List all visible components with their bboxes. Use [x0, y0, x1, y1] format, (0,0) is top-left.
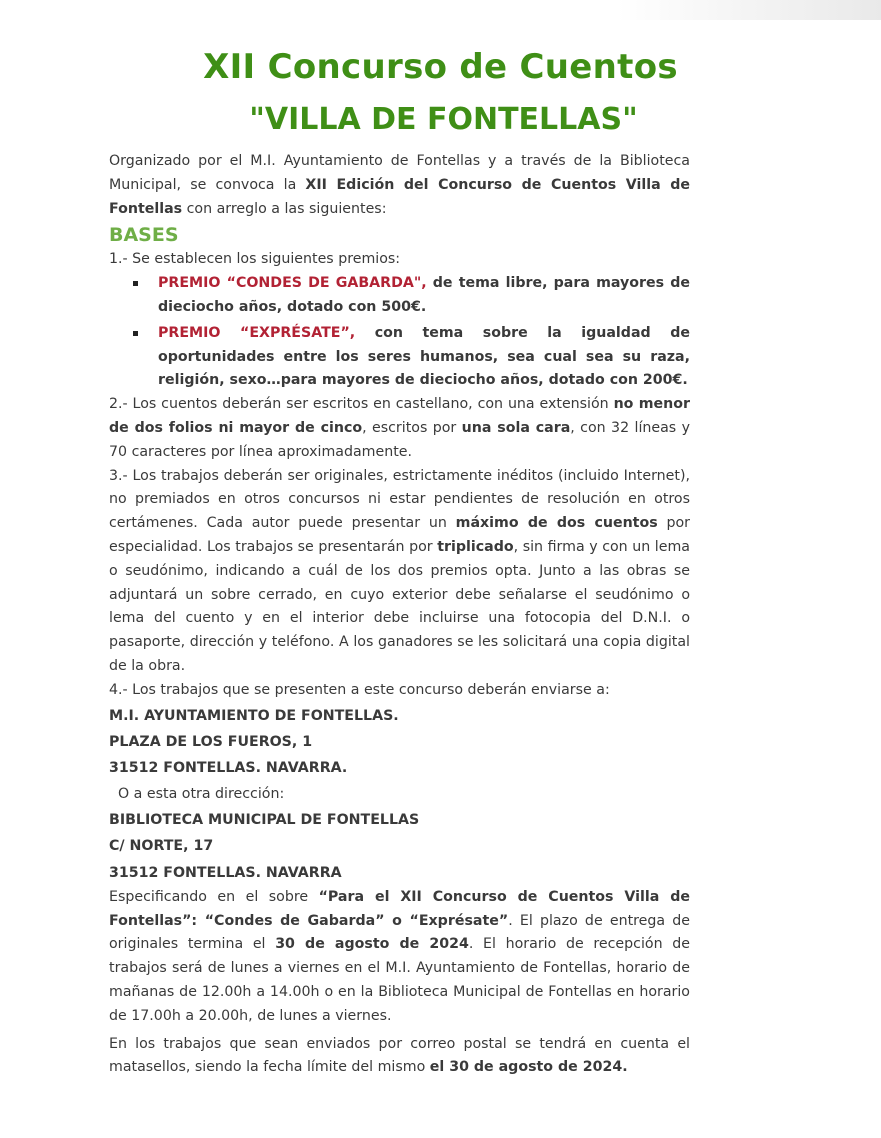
rule-3-bold-max: máximo de dos cuentos: [455, 515, 658, 532]
address-1-line: PLAZA DE LOS FUEROS, 1: [109, 733, 313, 750]
rule-3-bold-triplicate: triplicado: [437, 538, 514, 555]
prize-description: de tema libre, para mayores de dieciocho años, dotado con 500€.: [158, 275, 690, 315]
specify-text: . El horario de recepción de trabajos será de lunes a viernes en el M.I. Ayuntamiento de Fontellas, horario de mañanas de 12.00h a 14.00h o en la Biblioteca Municipal de Fontellas en horario de 17.00h a 20.00h, de lunes a viernes.: [109, 936, 690, 1024]
alternative-address-intro: O a esta otra dirección:: [118, 786, 285, 803]
rule-2-bold-length: no menor de dos folios ni mayor de cinco: [109, 396, 690, 436]
rule-2-text: 2.- Los cuentos deberán ser escritos en castellano, con una extensión: [109, 396, 614, 413]
prize-item: [158, 272, 690, 320]
rule-2-bold-side: una sola cara: [461, 419, 571, 436]
address-2-line: 31512 FONTELLAS. NAVARRA: [109, 864, 342, 881]
prize-name: PREMIO “CONDES DE GABARDA",: [158, 275, 427, 292]
rule-3-text: 3.- Los trabajos deberán ser originales, estrictamente inéditos (incluido Internet), no premiados en otros concursos ni estar pendientes de resolución en otros certámenes. Cada autor puede presentar un: [109, 467, 690, 532]
rule-3-text: , sin firma y con un lema o seudónimo, indicando a cuál de los dos premios opta. Junto a las obras se adjuntará un sobre cerrado, en cuyo exterior debe señalarse el seudónimo o lema del cuento y en el interior debe incluirse una fotocopia del D.N.I. o pasaporte, dirección y teléfono. A los ganadores se les solicitará una copia digital de la obra.: [109, 538, 690, 674]
prize-item: [158, 322, 690, 393]
postal-paragraph: [109, 1033, 690, 1081]
top-edge-shade: [0, 0, 881, 20]
address-2-line: C/ NORTE, 17: [109, 838, 214, 855]
rule-2-text: , con 32 líneas y 70 caracteres por línea aproximadamente.: [109, 419, 690, 460]
intro-text-b: con arreglo a las siguientes:: [182, 200, 387, 217]
bases-heading: BASES: [109, 224, 179, 247]
rule-4-intro: 4.- Los trabajos que se presenten a este concurso deberán enviarse a:: [109, 681, 610, 698]
rule-1-intro: 1.- Se establecen los siguientes premios:: [109, 251, 401, 268]
intro-text-a: Organizado por el M.I. Ayuntamiento de Fontellas y a través de la Biblioteca Municipal, se convoca la: [109, 153, 690, 193]
prize-description: con tema sobre la igualdad de oportunidades entre los seres humanos, sea cual sea su raza, religión, sexo…para mayores de dieciocho años, dotado con 200€.: [158, 324, 690, 389]
specify-text: . El plazo de entrega de originales termina el: [109, 912, 691, 953]
specify-bold-deadline: 30 de agosto de 2024: [275, 936, 469, 953]
specify-paragraph: [109, 886, 690, 1029]
address-2-line: BIBLIOTECA MUNICIPAL DE FONTELLAS: [109, 812, 420, 829]
intro-bold-edition: XII Edición del Concurso de Cuentos Villa de Fontellas: [109, 176, 690, 217]
title-line-1: XII Concurso de Cuentos: [203, 47, 678, 87]
rule-3-text: por especialidad. Los trabajos se presentarán por: [109, 515, 690, 555]
rule-3-paragraph: [109, 465, 690, 679]
document-body: [109, 150, 690, 1080]
postal-text: En los trabajos que sean enviados por correo postal se tendrá en cuenta el matasellos, siendo la fecha límite del mismo: [109, 1035, 690, 1076]
rule-2-text: , escritos por: [362, 419, 462, 436]
prize-name: PREMIO “EXPRÉSATE”,: [158, 324, 356, 341]
intro-paragraph: [109, 150, 690, 221]
bullet-icon: [133, 281, 138, 286]
postal-bold-deadline: el 30 de agosto de 2024.: [429, 1059, 628, 1076]
specify-bold-envelope: “Para el XII Concurso de Cuentos Villa de Fontellas”: “Condes de Gabarda” o “Exprésate”: [109, 888, 690, 929]
prize-list: [109, 272, 690, 393]
title-line-2: "VILLA DE FONTELLAS": [249, 102, 638, 137]
bullet-icon: [133, 331, 138, 336]
rule-2-paragraph: [109, 393, 690, 464]
specify-text: Especificando en el sobre: [109, 888, 319, 905]
address-1-line: M.I. AYUNTAMIENTO DE FONTELLAS.: [109, 707, 399, 724]
address-1-line: 31512 FONTELLAS. NAVARRA.: [109, 759, 348, 776]
